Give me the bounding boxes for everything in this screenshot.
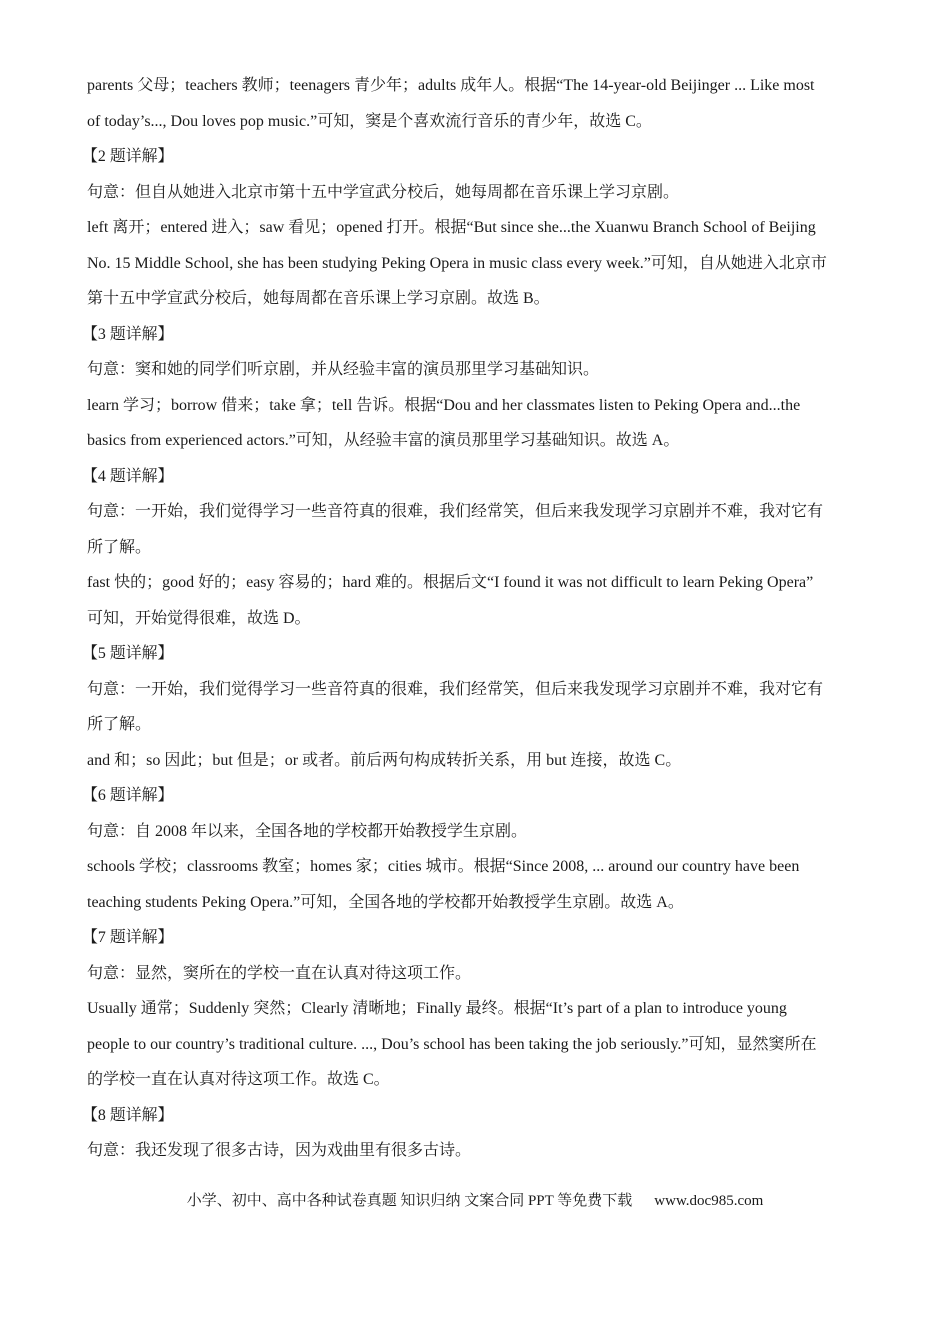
footer-url: www.doc985.com xyxy=(654,1193,764,1209)
text-line: learn 学习；borrow 借来；take 拿；tell 告诉。根据“Dou and her classmates listen to Peking Opera and...the xyxy=(87,396,801,414)
text-line: 可知，开始觉得很难，故选 D。 xyxy=(87,609,311,627)
text-line: 句意：显然，窦所在的学校一直在认真对待这项工作。 xyxy=(87,964,472,982)
text-line: fast 快的；good 好的；easy 容易的；hard 难的。根据后文“I found it was not difficult to learn Peking Opera” xyxy=(87,574,814,591)
section-heading: 【3 题详解】 xyxy=(82,325,174,343)
text-line: 句意：我还发现了很多古诗，因为戏曲里有很多古诗。 xyxy=(87,1142,472,1159)
text-line: Usually 通常；Suddenly 突然；Clearly 清晰地；Finally 最终。根据“It’s part of a plan to introduce young xyxy=(87,1000,787,1017)
footer-text: 小学、初中、高中各种试卷真题 知识归纳 文案合同 PPT 等免费下载 xyxy=(186,1193,633,1209)
text-line: 句意：但自从她进入北京市第十五中学宣武分校后，她每周都在音乐课上学习京剧。 xyxy=(87,183,680,201)
page-footer xyxy=(0,1189,950,1213)
text-line: 句意：一开始，我们觉得学习一些音符真的很难，我们经常笑，但后来我发现学习京剧并不难，我对它有 xyxy=(87,503,824,520)
text-line: teaching students Peking Opera.”可知，全国各地的学校都开始教授学生京剧。故选 A。 xyxy=(87,893,684,911)
text-line: parents 父母；teachers 教师；teenagers 青少年；adults 成年人。根据“The 14-year-old Beijinger ... Like most xyxy=(87,77,815,94)
text-line: 所了解。 xyxy=(87,716,152,733)
section-heading: 【6 题详解】 xyxy=(82,787,174,804)
text-line: 句意：窦和她的同学们听京剧，并从经验丰富的演员那里学习基础知识。 xyxy=(87,361,600,378)
text-line: 句意：自 2008 年以来，全国各地的学校都开始教授学生京剧。 xyxy=(87,822,528,840)
text-line: 第十五中学宣武分校后，她每周都在音乐课上学习京剧。故选 B。 xyxy=(87,290,550,307)
text-line: of today’s..., Dou loves pop music.”可知，窦是个喜欢流行音乐的青少年，故选 C。 xyxy=(87,112,652,130)
text-line: schools 学校；classrooms 教室；homes 家；cities 城市。根据“Since 2008, ... around our country have been xyxy=(87,858,800,875)
text-line: 所了解。 xyxy=(87,538,152,556)
text-line: left 离开；entered 进入；saw 看见；opened 打开。根据“But since she...the Xuanwu Branch School of Beijing xyxy=(87,219,816,236)
text-line: No. 15 Middle School, she has been studying Peking Opera in music class every week.”可知，自从她进入北京市 xyxy=(87,254,827,272)
section-heading: 【4 题详解】 xyxy=(82,467,174,485)
text-line: basics from experienced actors.”可知，从经验丰富的演员那里学习基础知识。故选 A。 xyxy=(87,432,680,449)
section-heading: 【5 题详解】 xyxy=(82,645,174,662)
document-body xyxy=(82,68,877,1169)
section-heading: 【8 题详解】 xyxy=(82,1106,174,1124)
text-line: and 和；so 因此；but 但是；or 或者。前后两句构成转折关系，用 but 连接，故选 C。 xyxy=(87,751,682,769)
section-heading: 【7 题详解】 xyxy=(82,929,174,946)
text-line: 句意：一开始，我们觉得学习一些音符真的很难，我们经常笑，但后来我发现学习京剧并不难，我对它有 xyxy=(87,680,824,698)
section-heading: 【2 题详解】 xyxy=(82,148,174,165)
text-line: 的学校一直在认真对待这项工作。故选 C。 xyxy=(87,1071,390,1088)
text-line: people to our country’s traditional culture. ..., Dou’s school has been taking the job seriously.”可知，显然窦所在 xyxy=(87,1035,817,1053)
